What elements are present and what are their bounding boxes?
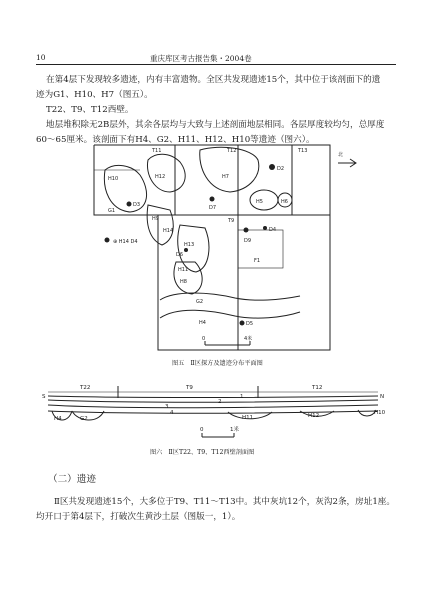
scale-label: 4米 (244, 336, 253, 342)
label-H5: H5 (256, 199, 263, 205)
running-title: 重庆库区考古报告集・2004卷 (150, 54, 252, 63)
label-H4: H4 (199, 320, 206, 326)
section-label-T12: T12 (312, 385, 323, 391)
label-H11: H11 (178, 267, 189, 273)
label-D6: D6 (176, 252, 184, 258)
label-H7: H7 (222, 174, 229, 180)
label-D3: D3 (133, 202, 141, 208)
label-G2: G2 (196, 299, 204, 305)
label-T9: T9 (228, 218, 235, 224)
scale-zero-label: 0 (202, 336, 206, 342)
section-label-T22: T22 (80, 385, 91, 391)
figure-6-caption: 图六 Ⅱ区T22、T9、T12西壁剖面图 (150, 449, 255, 456)
label-T12: T12 (227, 148, 237, 154)
section-paragraph-line-1: Ⅱ区共发现遗迹15个，大多位于T9、T11～T13中。其中灰坑12个，灰沟2条，房址1座。 (54, 497, 395, 507)
stratum-label-3: 3 (165, 404, 169, 410)
stratum-3 (48, 405, 378, 408)
paragraph-3-line-1: 地层堆积除无2B层外，其余各层均与大致与上述剖面地层相同。各层厚度较均匀，总厚度 (46, 120, 385, 130)
section-label-H11: H11 (242, 415, 254, 421)
stratum-label-4: 4 (170, 410, 174, 416)
label-D2: D2 (277, 166, 285, 172)
label-outlier: ⊕ H14 D4 (113, 239, 138, 245)
section-label-T9: T9 (186, 385, 193, 391)
label-H14: H14 (163, 228, 174, 234)
section-label-H12: H12 (308, 413, 320, 419)
label-H6: H6 (281, 199, 288, 205)
label-H12: H12 (155, 174, 166, 180)
label-D7: D7 (209, 205, 217, 211)
label-H9: H9 (152, 216, 159, 222)
figure-5-caption: 图五 Ⅱ区探方及遗迹分布平面图 (172, 360, 263, 367)
stratum-label-2: 2 (218, 399, 222, 405)
section-heading: （二）遗迹 (48, 474, 96, 485)
label-D9: D9 (244, 238, 252, 244)
section-label-G2: G2 (80, 416, 88, 422)
label-D5: D5 (246, 321, 254, 327)
stratum-label-1: 1 (240, 394, 244, 400)
section-scale-label: 1米 (230, 427, 239, 433)
label-G1: G1 (108, 208, 116, 214)
label-T13: T13 (298, 148, 308, 154)
page-number: 10 (36, 53, 46, 62)
label-F1: F1 (254, 258, 261, 264)
label-north: 北 (338, 152, 344, 158)
section-label-H10: H10 (374, 410, 386, 416)
label-H10: H10 (108, 176, 119, 182)
section-scale-zero: 0 (200, 427, 204, 433)
stratum-4 (48, 411, 378, 413)
paragraph-1-line-2: 迹为G1、H10、H7（图五）。 (36, 90, 153, 100)
label-H8: H8 (180, 279, 187, 285)
label-H13: H13 (184, 242, 195, 248)
label-D4: D4 (269, 227, 277, 233)
section-paragraph-line-2: 均开口于第4层下，打破次生黄沙土层（图版一，1）。 (36, 512, 241, 522)
paragraph-2: T22、T9、T12西壁。 (46, 105, 134, 115)
paragraph-1-line-1: 在第4层下发现较多遗迹，内有丰富遗物。全区共发现遗迹15个，其中位于该剖面下的遗 (46, 75, 381, 85)
section-label-S: S (42, 394, 46, 400)
stratum-1 (48, 396, 378, 398)
section-label-N: N (380, 394, 385, 400)
stratum-2 (48, 400, 378, 402)
section-label-H4: H4 (54, 416, 62, 422)
paragraph-3-line-2: 60～65厘米。该剖面下有H4、G2、H11、H12、H10等遗迹（图六）。 (36, 135, 315, 145)
label-T11: T11 (152, 148, 162, 154)
